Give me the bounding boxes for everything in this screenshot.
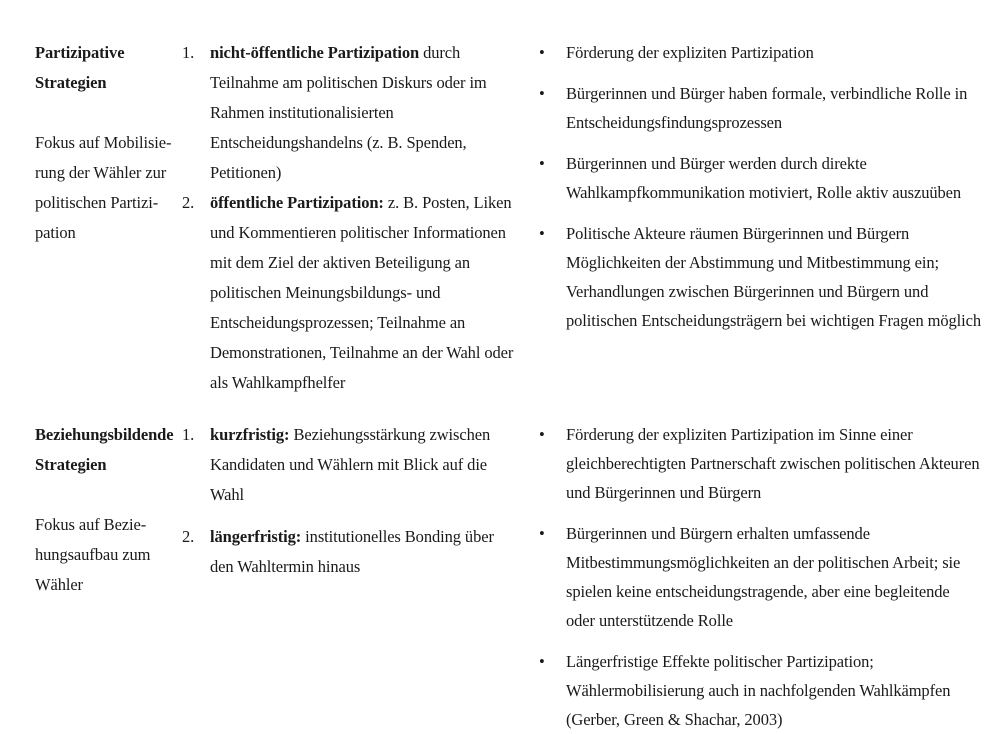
bullet-text: Längerfristige Effekte politischer Partizipation; Wählermobilisierung auch in nachfolgenden Wahlkämpfen (Gerber, Green & Shachar, 2003) — [566, 652, 951, 729]
list-item-rest: Beziehungsstärkung zwischen Kandidaten und Wählern mit Blick auf die Wahl — [210, 425, 491, 504]
strategy-label-cell-participatory — [0, 38, 182, 248]
bullet-text: Bürgerinnen und Bürger haben formale, verbindliche Rolle in Entscheidungsfindungsprozessen — [566, 84, 968, 132]
list-item — [182, 38, 517, 188]
strategy-title-line-1: Beziehungsbildende — [35, 425, 174, 444]
strategy-focus-line-4: pation — [35, 223, 76, 242]
list-item-rest: durch Teilnahme am politischen Diskurs oder im Rahmen institutionalisierten Entscheidungshandelns (z. B. Spenden, Petitionen) — [210, 43, 487, 182]
numbered-list-cell-participatory — [182, 38, 517, 398]
list-item — [533, 38, 982, 67]
list-marker: 2. — [182, 193, 195, 212]
list-item-rest: institutionelles Bonding über den Wahltermin hinaus — [210, 527, 494, 576]
list-item-rest: z. B. Posten, Liken und Kommentieren politischer Informationen mit dem Ziel der aktiven Beteiligung an politischen Meinungsbildungs- und Entscheidungsprozessen; Teilnahme an Demonstrationen, Teilnahme an der Wahl oder als Wahlkampfhelfer — [210, 193, 514, 392]
numbered-list-cell-relational — [182, 420, 517, 582]
bullet-text: Förderung der expliziten Partizipation — [566, 43, 814, 62]
strategy-focus-line-1: Fokus auf Mobilisie- — [35, 133, 172, 152]
strategy-focus-participatory — [35, 128, 182, 248]
strategy-focus-line-2: rung der Wähler zur — [35, 163, 167, 182]
strategy-focus-line-1: Fokus auf Bezie- — [35, 515, 147, 534]
list-marker: 2. — [182, 527, 195, 546]
bullet-icon: • — [539, 652, 545, 671]
bullet-text: Förderung der expliziten Partizipation im Sinne einer gleichberechtigten Partnerschaft zwischen politischen Akteuren und Bürgerinnen und Bürgern — [566, 425, 980, 502]
strategy-label-cell-relational — [0, 420, 182, 600]
strategy-focus-line-2: hungsaufbau zum — [35, 545, 151, 564]
bullet-icon: • — [539, 84, 545, 103]
list-item — [533, 79, 982, 137]
list-item — [533, 519, 982, 635]
bullet-icon: • — [539, 224, 545, 243]
list-item — [533, 149, 982, 207]
list-item — [533, 219, 982, 335]
bullet-list — [533, 38, 982, 335]
bullet-icon: • — [539, 425, 545, 444]
strategy-title-participatory — [35, 38, 182, 98]
bullet-icon: • — [539, 154, 545, 173]
bullet-text: Politische Akteure räumen Bürgerinnen und Bürgern Möglichkeiten der Abstimmung und Mitbestimmung ein; Verhandlungen zwischen Bürgerinnen und Bürgern und politischen Entscheidungsträgern bei wichtigen Fragen möglich — [566, 224, 982, 330]
strategy-title-line-2: Strategien — [35, 455, 107, 474]
list-item-lead: kurzfristig: — [210, 425, 290, 444]
list-item-lead: längerfristig: — [210, 527, 302, 546]
list-marker: 1. — [182, 425, 195, 444]
strategy-title-line-2: Strategien — [35, 73, 107, 92]
bullet-icon: • — [539, 43, 545, 62]
strategy-focus-line-3: politischen Partizi- — [35, 193, 159, 212]
list-marker: 1. — [182, 43, 195, 62]
strategy-focus-line-3: Wähler — [35, 575, 83, 594]
strategy-title-line-1: Partizipative — [35, 43, 125, 62]
strategy-row-participatory — [0, 38, 1002, 398]
bullet-icon: • — [539, 524, 545, 543]
strategy-title-relational — [35, 420, 182, 480]
bullet-list — [533, 420, 982, 734]
list-item — [533, 647, 982, 734]
list-item — [533, 420, 982, 507]
bullet-list-cell-relational — [517, 420, 1002, 734]
list-item-lead: nicht-öffentliche Partizipation — [210, 43, 420, 62]
numbered-list — [182, 420, 517, 582]
list-item — [182, 420, 517, 510]
strategy-row-relational — [0, 420, 1002, 734]
strategy-focus-relational — [35, 510, 182, 600]
list-item — [182, 188, 517, 398]
list-item-lead: öffentliche Partizipation: — [210, 193, 384, 212]
list-item — [182, 522, 517, 582]
bullet-list-cell-participatory — [517, 38, 1002, 335]
numbered-list — [182, 38, 517, 398]
bullet-text: Bürgerinnen und Bürgern erhalten umfassende Mitbestimmungsmöglichkeiten an der politischen Arbeit; sie spielen keine entscheidungstragende, aber eine begleitende oder unterstützende Rolle — [566, 524, 961, 630]
bullet-text: Bürgerinnen und Bürger werden durch direkte Wahlkampfkommunikation motiviert, Rolle aktiv auszuüben — [566, 154, 962, 202]
